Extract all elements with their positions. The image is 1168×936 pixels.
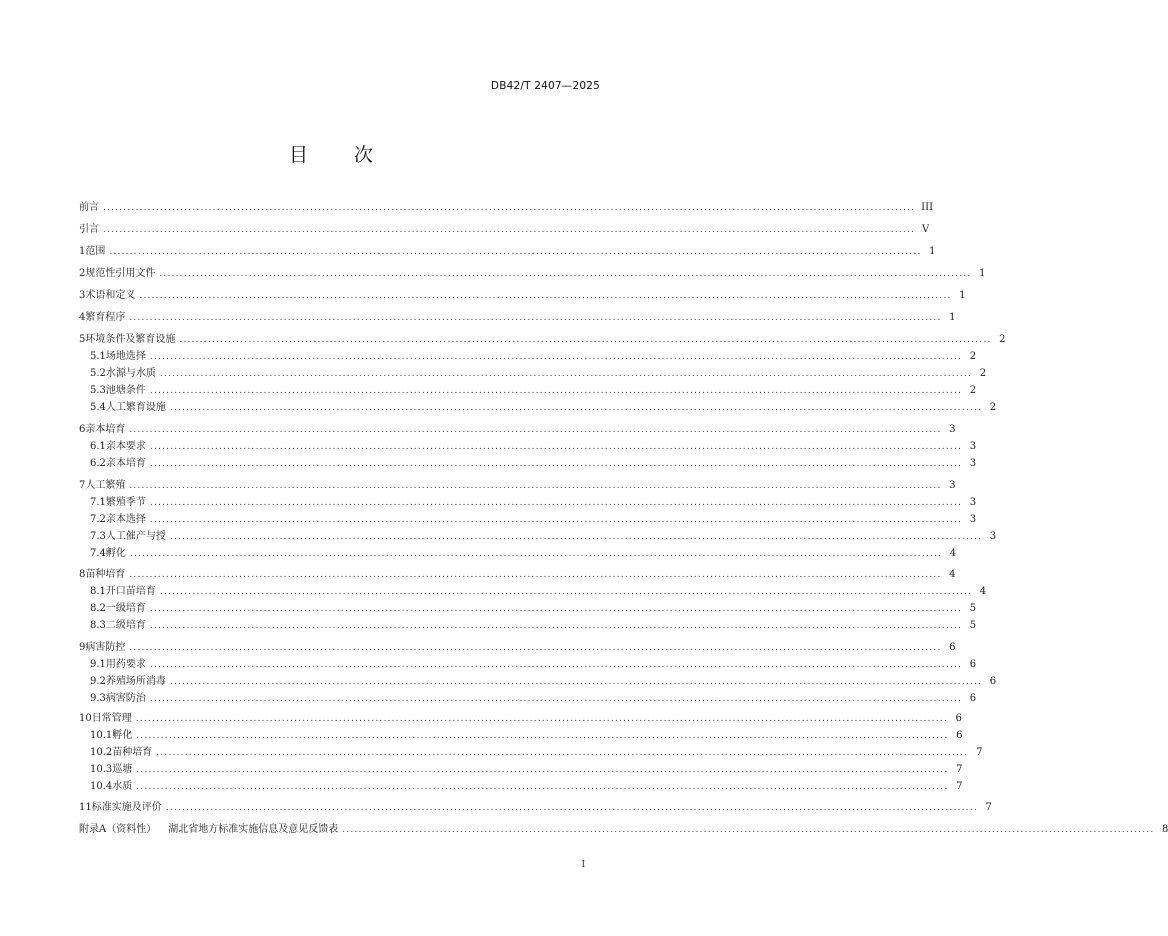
toc-entry[interactable] <box>79 199 934 217</box>
toc-entry-label: 二级培育 <box>105 620 146 631</box>
toc-entry-number: 5.3 <box>90 385 106 396</box>
toc-entry-label: 湖北省地方标准实施信息及意见反馈表 <box>168 824 339 835</box>
toc-entry-number: 7.1 <box>90 497 106 508</box>
title-char-2: 次 <box>354 144 374 166</box>
toc-entry-page: 3 <box>969 514 977 525</box>
toc-entry-page: 1 <box>929 246 936 257</box>
dot-leader: ........................................................................................................................................................................................................ <box>129 549 943 559</box>
toc-entry[interactable] <box>79 821 1168 839</box>
toc-entry-page: 6 <box>956 730 963 741</box>
toc-entry[interactable] <box>79 528 997 546</box>
toc-entry-number: 附录A（资料性） <box>79 824 157 835</box>
toc-entry-page: 3 <box>949 424 956 435</box>
toc-entry-number: 11 <box>79 802 92 813</box>
dot-leader: ........................................................................................................................................................................................................ <box>103 225 916 235</box>
toc-entry-label: 苗种培育 <box>112 747 153 758</box>
dot-leader: ........................................................................................................................................................................................................ <box>129 643 942 653</box>
dot-leader: ........................................................................................................................................................................................................ <box>129 425 942 435</box>
toc-entry[interactable] <box>79 566 956 584</box>
toc-entry[interactable] <box>79 600 977 618</box>
toc-entry-label: 病害防控 <box>85 642 126 653</box>
toc-entry[interactable] <box>79 287 966 305</box>
toc-entry-page: 4 <box>949 569 956 580</box>
toc-entry-number: 1 <box>79 246 86 257</box>
toc-entry-label: 前言 <box>79 202 99 213</box>
toc-entry-label: 亲本要求 <box>105 441 146 452</box>
toc-entry[interactable] <box>79 583 987 601</box>
toc-entry-label: 繁育程序 <box>85 312 126 323</box>
toc-entry[interactable] <box>79 421 956 439</box>
toc-entry-label: 用药要求 <box>105 659 146 670</box>
toc-entry[interactable] <box>79 673 997 691</box>
toc-entry-label: 水源与水质 <box>105 368 156 379</box>
toc-entry-label: 养殖场所消毒 <box>105 676 166 687</box>
toc-entry-page: 3 <box>949 480 956 491</box>
toc-entry-page: 3 <box>969 497 977 508</box>
toc-entry[interactable] <box>79 617 977 635</box>
toc-entry-page: 3 <box>969 458 977 469</box>
toc-entry[interactable] <box>79 365 987 383</box>
toc-entry[interactable] <box>79 656 977 674</box>
toc-entry-page: 7 <box>976 747 983 758</box>
dot-leader: ........................................................................................................................................................................................................ <box>149 694 963 704</box>
dot-leader: ........................................................................................................................................................................................................ <box>139 291 952 301</box>
toc-entry-label: 苗种培育 <box>85 569 126 580</box>
toc-entry-number: 10.2 <box>90 747 113 758</box>
toc-entry-number: 3 <box>79 290 86 301</box>
dot-leader: ........................................................................................................................................................................................................ <box>136 731 949 741</box>
toc-entry-label: 病害防治 <box>105 693 146 704</box>
toc-entry-page: 1 <box>949 312 956 323</box>
toc-entry-number: 10.3 <box>90 764 113 775</box>
dot-leader: ........................................................................................................................................................................................................ <box>179 335 992 345</box>
toc-entry-label: 术语和定义 <box>85 290 136 301</box>
toc-entry-page: 5 <box>969 620 977 631</box>
toc-entry[interactable] <box>79 639 956 657</box>
toc-entry-label: 开口苗培育 <box>105 586 156 597</box>
toc-entry-number: 5.1 <box>90 351 106 362</box>
toc-entry[interactable] <box>79 799 992 817</box>
toc-entry-label: 一级培育 <box>105 603 146 614</box>
toc-entry-label: 标准实施及评价 <box>91 802 162 813</box>
toc-entry[interactable] <box>79 778 963 796</box>
toc-entry-label: 规范性引用文件 <box>85 268 156 279</box>
toc-entry-page: 2 <box>979 368 987 379</box>
toc-entry-number: 5 <box>79 334 86 345</box>
toc-entry-number: 9.1 <box>90 659 106 670</box>
toc-entry-number: 7 <box>79 480 86 491</box>
toc-entry-page: 7 <box>956 781 963 792</box>
toc-entry-page: 1 <box>979 268 986 279</box>
toc-entry-number: 6 <box>79 424 86 435</box>
dot-leader: ........................................................................................................................................................................................................ <box>149 352 963 362</box>
dot-leader: ........................................................................................................................................................................................................ <box>149 621 963 631</box>
dot-leader: ........................................................................................................................................................................................................ <box>149 442 963 452</box>
dot-leader: ........................................................................................................................................................................................................ <box>129 481 942 491</box>
toc-entry-label: 孵化 <box>105 548 126 559</box>
toc-entry-page: 3 <box>989 531 997 542</box>
toc-entry-page: 7 <box>985 802 992 813</box>
toc-entry-number: 5.2 <box>90 368 106 379</box>
toc-entry-number: 2 <box>79 268 86 279</box>
toc-entry-label: 环境条件及繁育设施 <box>85 334 176 345</box>
toc-entry-page: 2 <box>969 351 977 362</box>
toc-entry-page: 2 <box>969 385 977 396</box>
dot-leader: ........................................................................................................................................................................................................ <box>149 515 963 525</box>
toc-entry-label: 孵化 <box>112 730 133 741</box>
toc-entry-number: 4 <box>79 312 86 323</box>
toc-entry-number: 10.1 <box>90 730 113 741</box>
toc-entry[interactable] <box>79 761 963 779</box>
toc-entry[interactable] <box>79 494 977 512</box>
toc-entry[interactable] <box>79 710 962 728</box>
toc-entry-page: 6 <box>955 713 962 724</box>
dot-leader: ........................................................................................................................................................................................................ <box>159 369 973 379</box>
toc-entry-number: 6.1 <box>90 441 106 452</box>
toc-entry-page: 5 <box>969 603 977 614</box>
dot-leader: ........................................................................................................................................................................................................ <box>169 532 983 542</box>
toc-entry-number: 8.1 <box>90 586 106 597</box>
toc-entry-page: 4 <box>979 586 987 597</box>
toc-entry-page: 6 <box>989 676 997 687</box>
dot-leader: ........................................................................................................................................................................................................ <box>136 782 949 792</box>
toc-entry[interactable] <box>79 455 977 473</box>
toc-entry-page: 1 <box>959 290 966 301</box>
toc-entry-page: 6 <box>969 659 977 670</box>
toc-entry-label: 池塘条件 <box>105 385 146 396</box>
toc-entry-label: 日常管理 <box>91 713 132 724</box>
toc-entry-page: 8 <box>1162 824 1168 835</box>
toc-entry[interactable] <box>79 399 997 417</box>
toc-entry-label: 亲本培育 <box>85 424 126 435</box>
toc-entry-page: 7 <box>956 764 963 775</box>
toc-entry-page: 2 <box>989 402 997 413</box>
toc-entry-number: 8.3 <box>90 620 106 631</box>
dot-leader: ........................................................................................................................................................................................................ <box>103 203 916 213</box>
toc-entry[interactable] <box>79 265 986 283</box>
toc-entry[interactable] <box>79 477 956 495</box>
toc-entry[interactable] <box>79 243 936 261</box>
toc-entry-page: 6 <box>969 693 977 704</box>
toc-entry-page: III <box>921 202 934 213</box>
toc-entry-label: 场地选择 <box>105 351 146 362</box>
toc-entry-number: 10 <box>79 713 92 724</box>
toc-entry-number: 7.2 <box>90 514 106 525</box>
toc-entry-label: 水质 <box>112 781 133 792</box>
toc-entry-number: 10.4 <box>90 781 113 792</box>
toc-entry-label: 引言 <box>79 224 99 235</box>
toc-entry-page: 6 <box>949 642 956 653</box>
dot-leader: ........................................................................................................................................................................................................ <box>169 677 983 687</box>
toc-entry-page: V <box>921 224 930 235</box>
dot-leader: ........................................................................................................................................................................................................ <box>165 803 978 813</box>
toc-entry-label: 人工催产与授 <box>105 531 166 542</box>
toc-entry[interactable] <box>79 348 977 366</box>
toc-entry-page: 3 <box>969 441 977 452</box>
toc-entry[interactable] <box>79 511 977 529</box>
toc-entry-page: 4 <box>949 548 957 559</box>
dot-leader: ........................................................................................................................................................................................................ <box>129 570 942 580</box>
toc-entry-number: 9.3 <box>90 693 106 704</box>
toc-entry-number: 7.4 <box>90 548 106 559</box>
toc-entry[interactable] <box>79 309 956 327</box>
toc-entry-label: 繁殖季节 <box>105 497 146 508</box>
dot-leader: ........................................................................................................................................................................................................ <box>159 587 973 597</box>
dot-leader: ........................................................................................................................................................................................................ <box>109 247 922 257</box>
page-number: I <box>581 860 585 870</box>
toc-entry[interactable] <box>79 221 930 239</box>
toc-entry-number: 6.2 <box>90 458 106 469</box>
toc-entry-label: 人工繁殖 <box>85 480 126 491</box>
dot-leader: ........................................................................................................................................................................................................ <box>156 748 969 758</box>
dot-leader: ........................................................................................................................................................................................................ <box>149 604 963 614</box>
dot-leader: ........................................................................................................................................................................................................ <box>159 269 972 279</box>
toc-entry-number: 9.2 <box>90 676 106 687</box>
toc-entry-number: 8 <box>79 569 86 580</box>
toc-entry-page: 2 <box>999 334 1006 345</box>
page-title <box>0 140 662 167</box>
dot-leader: ........................................................................................................................................................................................................ <box>149 386 963 396</box>
toc-entry[interactable] <box>79 331 1006 349</box>
toc-entry-label: 亲本培育 <box>105 458 146 469</box>
dot-leader: ........................................................................................................................................................................................................ <box>135 714 948 724</box>
toc-entry[interactable] <box>79 382 977 400</box>
toc-entry-label: 巡塘 <box>112 764 133 775</box>
toc-entry[interactable] <box>79 690 977 708</box>
toc-entry-label: 亲本选择 <box>105 514 146 525</box>
toc-entry-label: 范围 <box>85 246 106 257</box>
dot-leader: ........................................................................................................................................................................................................ <box>342 825 1155 835</box>
dot-leader: ........................................................................................................................................................................................................ <box>136 765 949 775</box>
document-id: DB42/T 2407—2025 <box>490 80 600 92</box>
title-char-1: 目 <box>288 144 308 166</box>
toc-entry-number: 9 <box>79 642 86 653</box>
toc-entry-label: 人工繁育设施 <box>105 402 166 413</box>
dot-leader: ........................................................................................................................................................................................................ <box>129 313 942 323</box>
toc-entry-number: 8.2 <box>90 603 106 614</box>
dot-leader: ........................................................................................................................................................................................................ <box>149 660 963 670</box>
toc-entry[interactable] <box>79 727 963 745</box>
dot-leader: ........................................................................................................................................................................................................ <box>169 403 983 413</box>
toc-entry-number: 5.4 <box>90 402 106 413</box>
toc-entry[interactable] <box>79 545 957 563</box>
dot-leader: ........................................................................................................................................................................................................ <box>149 498 963 508</box>
toc-entry[interactable] <box>79 744 983 762</box>
toc-entry-number: 7.3 <box>90 531 106 542</box>
toc-entry[interactable] <box>79 438 977 456</box>
dot-leader: ........................................................................................................................................................................................................ <box>149 459 963 469</box>
